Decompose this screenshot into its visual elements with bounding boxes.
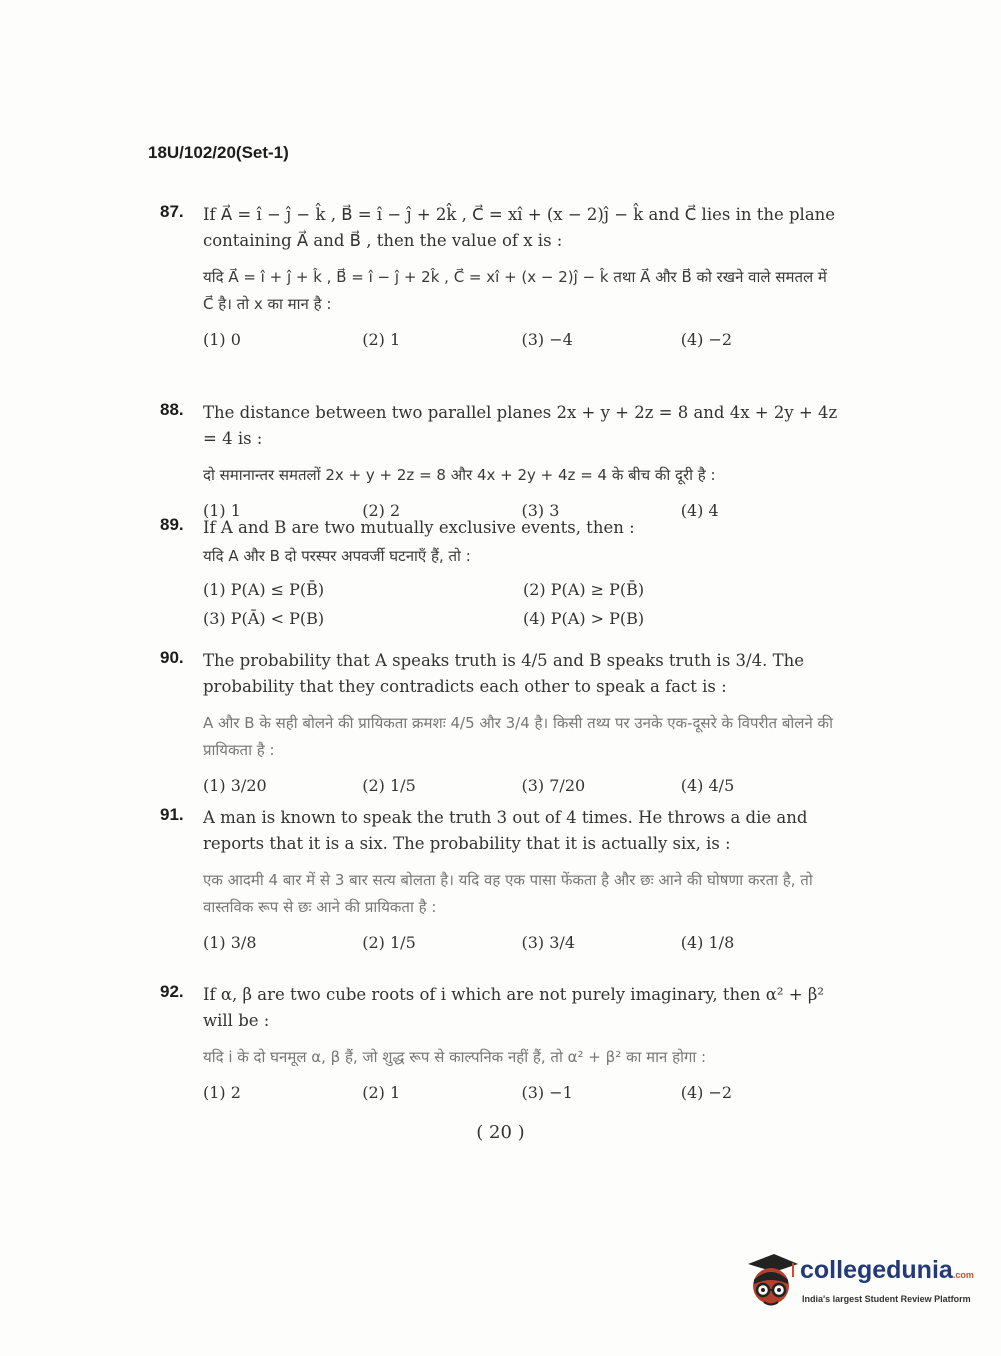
logo-suffix: .com: [952, 1270, 974, 1280]
question-text-hindi: एक आदमी 4 बार में से 3 बार सत्य बोलता है। यदि वह एक पासा फेंकता है और छः आने की घोषणा करता है, तो वास्तविक रूप से छः आने की प्रायिकता है :: [203, 871, 813, 916]
logo-brand-name: collegedunia: [800, 1256, 953, 1284]
option-1: (1) 3/8: [203, 933, 257, 952]
question-text-english: If A and B are two mutually exclusive events, then :: [203, 518, 635, 537]
option-4: (4) −2: [680, 330, 733, 349]
question-90: [160, 648, 840, 795]
question-number: 91.: [160, 805, 184, 824]
options-row: [203, 933, 840, 952]
question-text-english: A man is known to speak the truth 3 out of 4 times. He throws a die and reports that it is a six. The probability that it is actually six, is :: [203, 808, 808, 853]
question-89: [160, 515, 840, 628]
option-2: (2) 1: [362, 330, 401, 349]
option-1: (1) 0: [203, 330, 241, 349]
option-4: (4) −2: [680, 1083, 733, 1102]
option-1: (1) 3/20: [203, 776, 267, 795]
option-3: (3) 7/20: [521, 776, 586, 795]
option-4: (4) 1/8: [680, 933, 735, 952]
option-3: (3) P(Ā) < P(B): [203, 609, 325, 628]
page-number: ( 20 ): [476, 1122, 525, 1143]
question-92: [160, 982, 840, 1102]
option-2: (2) 1/5: [362, 933, 416, 952]
options-row: [203, 1083, 840, 1102]
question-text-hindi: यदि A⃗ = î + ĵ + k̂ , B⃗ = î − ĵ + 2k̂ , C⃗ = xî + (x − 2)ĵ − k̂ तथा A⃗ और B⃗ को रखने वाले समतल में C⃗ है। तो x का मान है :: [203, 268, 827, 313]
option-4: (4) P(A) > P(B): [523, 609, 645, 628]
options-grid: [203, 580, 840, 628]
options-row: [203, 776, 840, 795]
logo-tagline: India's largest Student Review Platform: [802, 1294, 971, 1304]
option-1: (1) P(A) ≤ P(B̄): [203, 580, 325, 599]
paper-code: 18U/102/20(Set-1): [148, 143, 289, 162]
option-2: (2) 2: [362, 501, 401, 520]
option-4: (4) 4: [680, 501, 719, 520]
question-number: 88.: [160, 400, 184, 419]
option-1: (1) 1: [203, 501, 241, 520]
question-number: 90.: [160, 648, 184, 667]
question-number: 92.: [160, 982, 184, 1001]
question-number: 89.: [160, 515, 184, 534]
question-text-hindi: दो समानान्तर समतलों 2x + y + 2z = 8 और 4x + 2y + 4z = 4 के बीच की दूरी है :: [203, 466, 716, 484]
question-text-english: The probability that A speaks truth is 4/5 and B speaks truth is 3/4. The probability that they contradicts each other to speak a fact is :: [203, 651, 804, 696]
options-row: [203, 330, 840, 349]
question-number: 87.: [160, 202, 184, 221]
option-3: (3) 3: [521, 501, 560, 520]
option-4: (4) 4/5: [680, 776, 735, 795]
mascot-icon: [742, 1250, 800, 1316]
question-text-hindi: यदि i के दो घनमूल α, β हैं, जो शुद्ध रूप से काल्पनिक नहीं हैं, तो α² + β² का मान होगा :: [203, 1048, 707, 1066]
question-text-english: The distance between two parallel planes 2x + y + 2z = 8 and 4x + 2y + 4z = 4 is :: [203, 403, 838, 448]
question-88: [160, 400, 840, 520]
option-3: (3) −4: [521, 330, 573, 349]
question-91: [160, 805, 840, 952]
question-text-english: If A⃗ = î − ĵ − k̂ , B⃗ = î − ĵ + 2k̂ , C⃗ = xî + (x − 2)ĵ − k̂ and C⃗ lies in the plane containing A⃗ and B⃗ , then the value of x is :: [203, 205, 836, 250]
option-2: (2) 1: [362, 1083, 401, 1102]
logo-brand: [800, 1256, 974, 1285]
collegedunia-logo: [742, 1250, 972, 1320]
option-1: (1) 2: [203, 1083, 241, 1102]
option-2: (2) 1/5: [362, 776, 416, 795]
option-3: (3) −1: [521, 1083, 573, 1102]
question-text-hindi: A और B के सही बोलने की प्रायिकता क्रमशः 4/5 और 3/4 है। किसी तथ्य पर उनके एक-दूसरे के विपरीत बोलने की प्रायिकता है :: [203, 714, 833, 759]
question-87: [160, 202, 840, 349]
question-text-hindi: यदि A और B दो परस्पर अपवर्जी घटनाएँ हैं, तो :: [203, 547, 471, 565]
question-text-english: If α, β are two cube roots of i which are not purely imaginary, then α² + β² will be :: [203, 985, 824, 1030]
option-3: (3) 3/4: [521, 933, 575, 952]
option-2: (2) P(A) ≥ P(B̄): [523, 580, 645, 599]
